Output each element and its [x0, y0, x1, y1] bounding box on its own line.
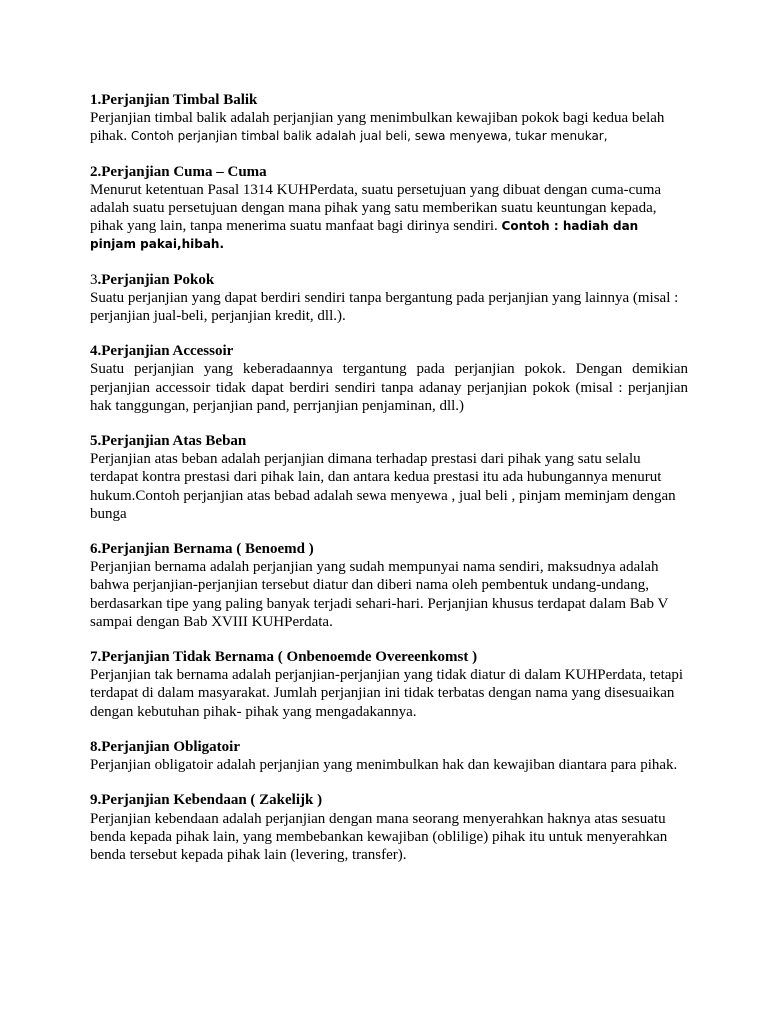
section-6	[90, 540, 688, 631]
section-body	[90, 181, 688, 254]
section-number: 3	[90, 271, 98, 288]
section-body: Perjanjian atas beban adalah perjanjian dimana terhadap prestasi dari pihak yang satu selalu terdapat kontra prestasi dari pihak lain, dan antara kedua prestasi itu ada hubungannya menurut hukum.Contoh perjanjian atas bebad adalah sewa menyewa , jual beli , pinjam meminjam dengan bunga	[90, 451, 676, 522]
section-1	[90, 91, 688, 146]
section-body: Suatu perjanjian yang dapat berdiri sendiri tanpa bergantung pada perjanjian yang lainnya (misal : perjanjian jual-beli, perjanjian kredit, dll.).	[90, 289, 679, 325]
body-text: Menurut ketentuan Pasal 1314 KUHPerdata, suatu persetujuan yang dibuat dengan cuma-cuma adalah suatu persetujuan dengan mana pihak yang satu memberikan suatu keuntungan kepada, pihak yang lain, tanpa menerima suatu manfaat bagi dirinya sendiri.	[90, 181, 662, 235]
example-text: Contoh perjanjian timbal balik adalah jual beli, sewa menyewa, tukar menukar,	[130, 129, 608, 144]
section-heading: 8.Perjanjian Obligatoir	[90, 738, 240, 755]
section-4	[90, 342, 688, 415]
section-heading: 5.Perjanjian Atas Beban	[90, 433, 247, 450]
section-heading: 4.Perjanjian Accessoir	[90, 343, 234, 360]
section-title: .Perjanjian Pokok	[97, 271, 215, 288]
section-body: Perjanjian kebendaan adalah perjanjian dengan mana seorang menyerahkan haknya atas sesuatu benda kepada pihak lain, yang membebankan kewajiban (oblilige) pihak itu untuk menyerahkan benda tersebut kepada pihak lain (levering, transfer).	[90, 810, 668, 863]
section-3	[90, 271, 688, 326]
section-8	[90, 738, 688, 774]
section-body: Perjanjian tak bernama adalah perjanjian-perjanjian yang tidak diatur di dalam KUHPerdata, tetapi terdapat di dalam masyarakat. Jumlah perjanjian ini tidak terbatas dengan nama yang disesuaikan dengan kebutuhan pihak- pihak yang mengadakannya.	[90, 667, 684, 720]
document-page	[90, 91, 688, 881]
section-heading: 7.Perjanjian Tidak Bernama ( Onbenoemde Overeenkomst )	[90, 649, 478, 666]
section-heading: 9.Perjanjian Kebendaan ( Zakelijk )	[90, 792, 323, 809]
section-body: Perjanjian bernama adalah perjanjian yang sudah mempunyai nama sendiri, maksudnya adalah bahwa perjanjian-perjanjian tersebut diatur dan diberi nama oleh pembentuk undang-undang, berdasarkan tipe yang paling banyak terjadi sehari-hari. Perjanjian khusus terdapat dalam Bab V sampai dengan Bab XVIII KUHPerdata.	[90, 559, 669, 630]
section-5	[90, 432, 688, 523]
section-heading	[90, 271, 688, 289]
section-body	[90, 109, 688, 145]
section-2	[90, 163, 688, 254]
body-text: Perjanjian timbal balik adalah perjanjian yang menimbulkan kewajiban pokok bagi kedua belah pihak.	[90, 110, 665, 145]
section-body: Perjanjian obligatoir adalah perjanjian yang menimbulkan hak dan kewajiban diantara para pihak.	[90, 757, 678, 774]
section-body: Suatu perjanjian yang keberadaannya tergantung pada perjanjian pokok. Dengan demikian perjanjian accessoir tidak dapat berdiri sendiri tanpa adanay perjanjian pokok (misal : perjanjian hak tanggungan, perjanjian pand, perrjanjian penjaminan, dll.)	[90, 361, 688, 414]
section-heading: 2.Perjanjian Cuma – Cuma	[90, 163, 267, 180]
section-heading: 1.Perjanjian Timbal Balik	[90, 92, 258, 108]
section-9	[90, 791, 688, 864]
section-heading: 6.Perjanjian Bernama ( Benoemd )	[90, 541, 314, 558]
section-7	[90, 648, 688, 721]
example-text: Contoh : hadiah dan pinjam pakai,hibah.	[90, 219, 639, 252]
